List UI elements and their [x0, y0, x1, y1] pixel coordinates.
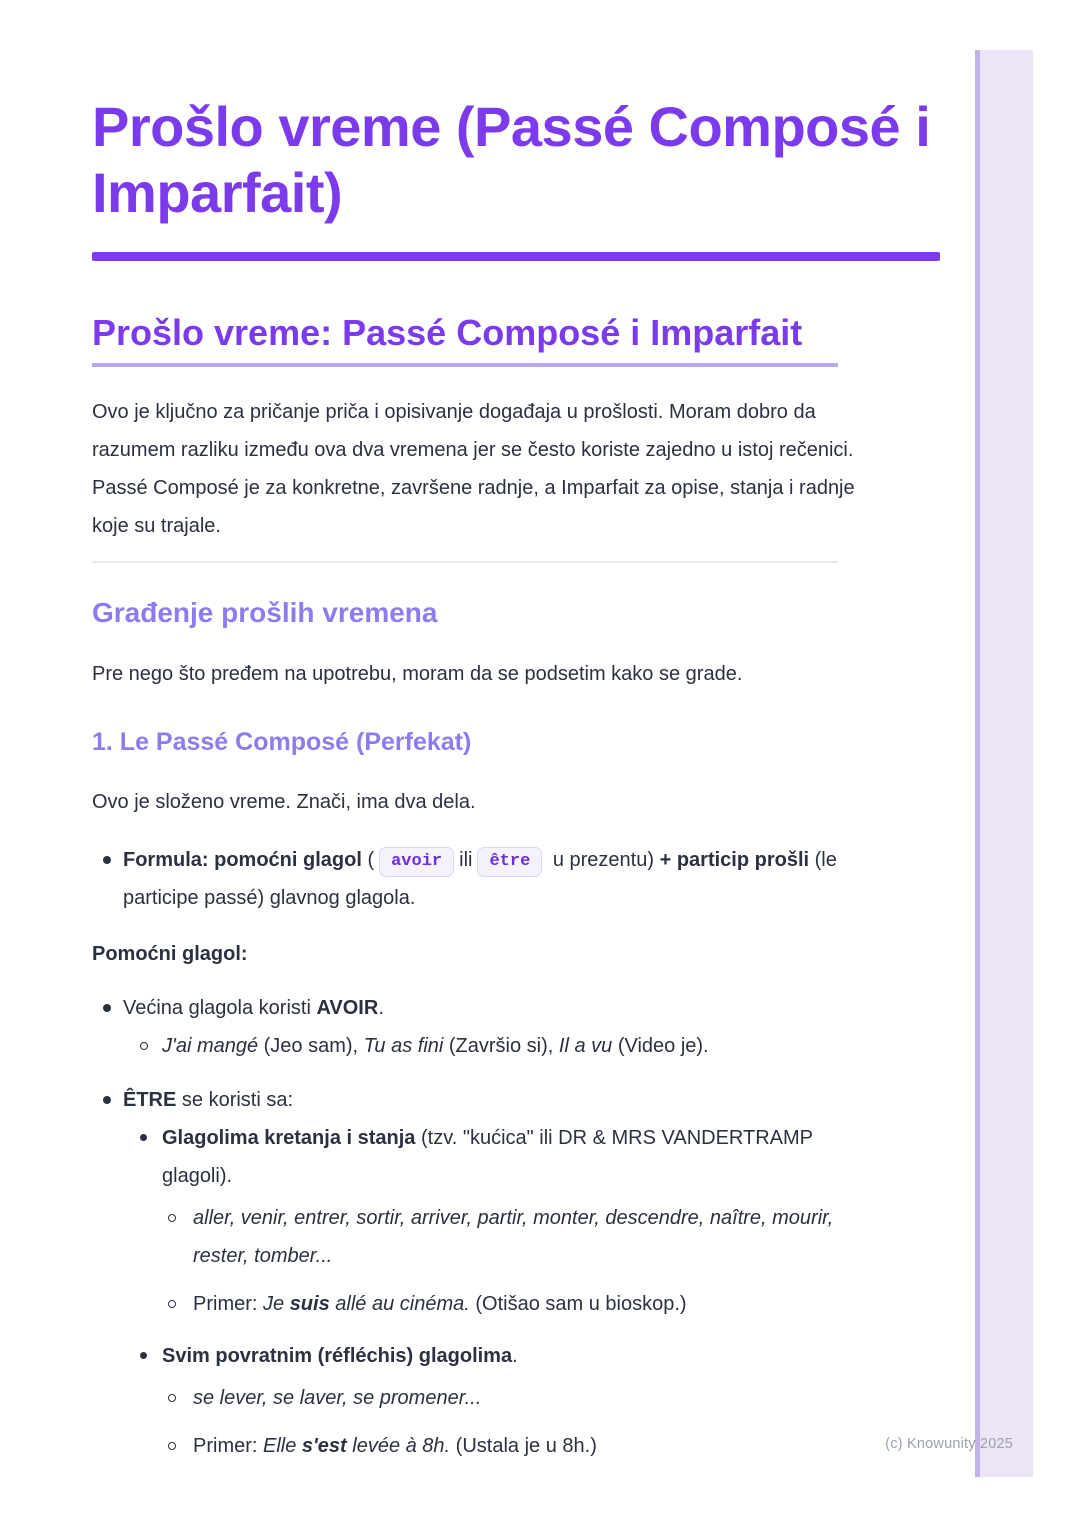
- reflexive-bold: Svim povratnim (réfléchis) glagolima: [162, 1345, 513, 1367]
- primer-elle: Elle: [263, 1435, 302, 1457]
- pomocni-glagol-label: Pomoćni glagol:: [92, 943, 248, 965]
- formula-lead: Formula: pomoćni glagol: [123, 849, 362, 871]
- primer-alle-au-cinema: allé au cinéma.: [329, 1293, 470, 1315]
- copyright-footer: (c) Knowunity 2025: [885, 1436, 1013, 1452]
- primer-levee-a-8h: levée à 8h.: [346, 1435, 451, 1457]
- list-item-motion-primer: [168, 1285, 862, 1323]
- primer-translation: (Otišao sam u bioskop.): [469, 1293, 687, 1315]
- motion-rest: (tzv. "kućica" ili DR & MRS VANDERTRAMP glagoli).: [162, 1127, 813, 1187]
- section-heading-underline: [92, 363, 838, 367]
- motion-bold: Glagolima kretanja i stanja: [162, 1127, 416, 1149]
- list-item-formula: [103, 841, 862, 917]
- compound-paragraph: Ovo je složeno vreme. Znači, ima dva dela.: [92, 791, 476, 813]
- section-heading: Prošlo vreme: Passé Composé i Imparfait: [92, 312, 803, 353]
- example-tu-as-fini: Tu as fini: [363, 1035, 444, 1057]
- code-chip-etre: être: [477, 847, 542, 877]
- list-item-reflexive-verbs: [140, 1337, 862, 1375]
- list-item-avoir-examples: [140, 1027, 862, 1065]
- avoir-text: [123, 989, 862, 1027]
- avoir-pre: Većina glagola koristi: [123, 997, 317, 1019]
- primer-label: Primer:: [193, 1435, 263, 1457]
- primer-label: Primer:: [193, 1293, 263, 1315]
- example-video-je: (Video je).: [612, 1035, 709, 1057]
- avoir-post: .: [378, 997, 384, 1019]
- avoir-examples-text: [162, 1027, 862, 1065]
- bullet-circle-icon: [168, 1442, 193, 1450]
- bullet-circle-icon: [140, 1042, 162, 1050]
- avoir-bold: AVOIR: [316, 997, 379, 1019]
- code-chip-avoir: avoir: [379, 847, 454, 877]
- list-item-avoir: [103, 989, 862, 1027]
- subsection-heading-passe-compose: 1. Le Passé Composé (Perfekat): [92, 728, 472, 756]
- intro-paragraph: Ovo je ključno za pričanje priča i opisivanje događaja u prošlosti. Moram dobro da razumem razliku između ova dva vremena jer se često koriste zajedno u istoj rečenici. Passé Composé je za konkretne, završene radnje, a Imparfait za opise, stanja i radnje koje su trajale.: [92, 401, 855, 537]
- list-item-etre: [103, 1081, 862, 1119]
- example-il-a-vu: Il a vu: [558, 1035, 613, 1057]
- reflexive-text: [162, 1337, 862, 1375]
- formula-text: [123, 841, 862, 917]
- reflexive-rest: .: [512, 1345, 518, 1367]
- bullet-disc-icon: [140, 1134, 162, 1141]
- formula-mid: u prezentu): [547, 849, 660, 871]
- motion-primer-text: [193, 1285, 862, 1323]
- bullet-circle-icon: [168, 1300, 193, 1308]
- etre-bold: ÊTRE: [123, 1089, 177, 1111]
- page-title: Prošlo vreme (Passé Composé i Imparfait): [92, 95, 931, 224]
- etre-rest: se koristi sa:: [176, 1089, 294, 1111]
- bullet-disc-icon: [103, 1004, 123, 1012]
- bullet-disc-icon: [140, 1352, 162, 1359]
- example-zavrsio-si: (Završio si),: [443, 1035, 559, 1057]
- motion-text: [162, 1119, 862, 1195]
- bullet-disc-icon: [103, 1096, 123, 1104]
- list-item-reflexive-primer: [168, 1427, 862, 1465]
- formula-tail: (le participe passé) glavnog glagola.: [123, 849, 837, 909]
- bullet-circle-icon: [168, 1214, 193, 1222]
- formula-open-paren: (: [361, 849, 375, 871]
- example-jeo-sam: (Jeo sam),: [258, 1035, 364, 1057]
- bullet-disc-icon: [103, 856, 123, 864]
- primer-sest: s'est: [301, 1435, 347, 1457]
- subsection-heading-building: Građenje prošlih vremena: [92, 597, 438, 628]
- primer-suis: suis: [289, 1293, 330, 1315]
- list-item-motion-verbs: [140, 1119, 862, 1195]
- primer-je: Je: [263, 1293, 290, 1315]
- list-item-motion-verb-list: [168, 1199, 862, 1275]
- document-content: [92, 0, 992, 1465]
- bullet-circle-icon: [168, 1394, 193, 1402]
- title-rule: [92, 252, 940, 261]
- building-paragraph: Pre nego što pređem na upotrebu, moram da se podsetim kako se grade.: [92, 663, 743, 685]
- list-item-reflexive-verb-list: [168, 1379, 862, 1417]
- primer-translation: (Ustala je u 8h.): [450, 1435, 597, 1457]
- example-jai-mange: J'ai mangé: [162, 1035, 259, 1057]
- formula-plus: + particip prošli: [659, 849, 810, 871]
- reflexive-verb-list-text: se lever, se laver, se promener...: [193, 1387, 482, 1409]
- etre-text: [123, 1081, 862, 1119]
- section-divider: [92, 561, 838, 563]
- formula-ili: ili: [459, 849, 473, 871]
- motion-verb-list-text: aller, venir, entrer, sortir, arriver, partir, monter, descendre, naître, mourir, rester, tomber...: [193, 1207, 834, 1267]
- reflexive-primer-text: [193, 1427, 862, 1465]
